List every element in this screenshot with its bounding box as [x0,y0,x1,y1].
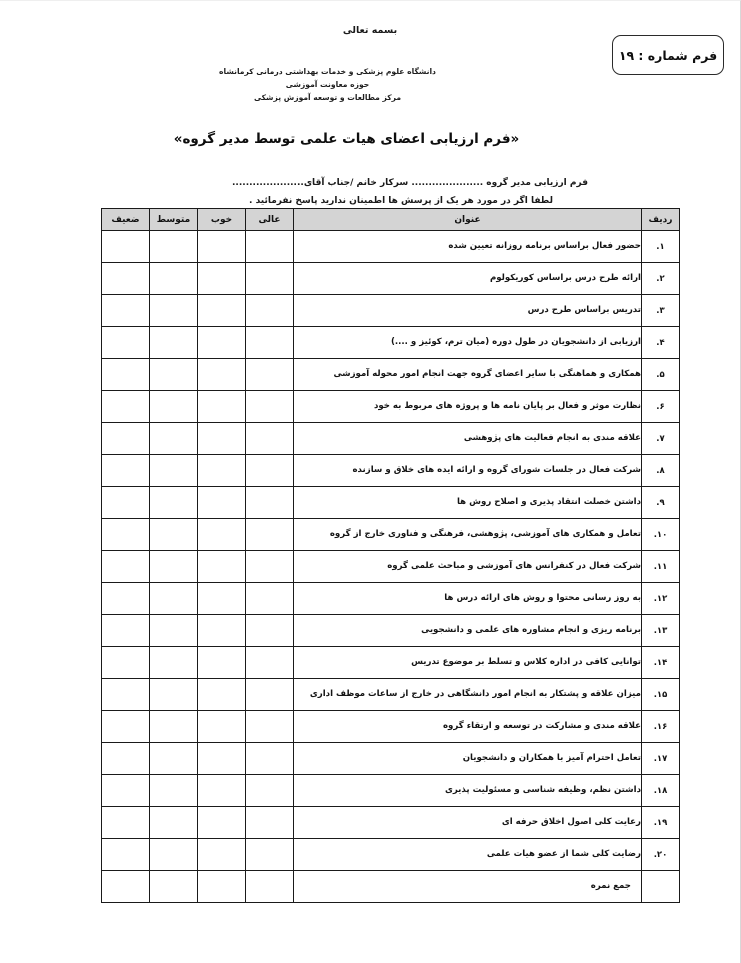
table-body [102,231,680,903]
row-number-cell: ۱. [642,231,680,263]
rating-cell-khoob[interactable] [198,647,246,679]
rating-cell-zaeef[interactable] [102,391,150,423]
row-criterion-cell: داشتن خصلت انتقاد پذیری و اصلاح روش ها [294,487,642,519]
rating-cell-khoob[interactable] [198,423,246,455]
rating-cell-zaeef[interactable] [102,711,150,743]
page-title: «فرم ارزیابی اعضای هیات علمی توسط مدیر گروه» [173,131,520,147]
evaluation-table [101,208,680,903]
rating-cell-khoob[interactable] [198,551,246,583]
header-radif: ردیف [642,209,680,231]
rating-cell-motevasset[interactable] [150,743,198,775]
row-number-cell: ۱۵. [642,679,680,711]
form-number-label: فرم شماره : ۱۹ [618,47,718,63]
header-khoob: خوب [198,209,246,231]
row-criterion-cell: علاقه مندی و مشارکت در توسعه و ارتقاء گروه [294,711,642,743]
rating-cell-motevasset[interactable] [150,519,198,551]
table-row [102,839,680,871]
rating-cell-zaeef[interactable] [102,551,150,583]
rating-cell-khoob[interactable] [198,807,246,839]
rating-cell-ali[interactable] [246,551,294,583]
institution-line-2: حوزه معاونت آموزشی [285,80,370,90]
rating-cell-zaeef[interactable] [102,679,150,711]
rating-cell-motevasset[interactable] [150,807,198,839]
rating-cell-motevasset[interactable] [150,615,198,647]
table-header [102,209,680,231]
rating-cell-khoob[interactable] [198,359,246,391]
institution-header [33,65,740,104]
row-number-cell: ۲۰. [642,839,680,871]
row-criterion-cell: شرکت فعال در کنفرانس های آموزشی و مباحث علمی گروه [294,551,642,583]
row-criterion-cell: حضور فعال براساس برنامه روزانه تعیین شده [294,231,642,263]
table-row [102,327,680,359]
intro-paragraph [80,175,740,210]
rating-cell-khoob[interactable] [198,743,246,775]
row-number-cell: ۱۷. [642,743,680,775]
row-number-cell: ۱۶. [642,711,680,743]
institution-line-1: دانشگاه علوم پزشکی و خدمات بهداشتی درمانی کرمانشاه [219,67,436,76]
row-criterion-cell: به روز رسانی محتوا و روش های ارائه درس ها [294,583,642,615]
rating-cell-motevasset[interactable] [150,263,198,295]
row-criterion-cell: ارزیابی از دانشجویان در طول دوره (میان ترم، کوئیز و ....) [294,327,642,359]
table-row [102,263,680,295]
row-number-cell: ۳. [642,295,680,327]
rating-cell-ali[interactable] [246,807,294,839]
rating-cell-zaeef[interactable] [102,871,150,903]
row-criterion-cell: توانایی کافی در اداره کلاس و تسلط بر موضوع تدریس [294,647,642,679]
rating-cell-motevasset[interactable] [150,647,198,679]
rating-cell-ali[interactable] [246,359,294,391]
table-row [102,711,680,743]
rating-cell-zaeef[interactable] [102,487,150,519]
row-number-cell [642,871,680,903]
rating-cell-motevasset[interactable] [150,359,198,391]
rating-cell-zaeef[interactable] [102,295,150,327]
rating-cell-ali[interactable] [246,231,294,263]
rating-cell-khoob[interactable] [198,455,246,487]
header-ali: عالی [246,209,294,231]
rating-cell-khoob[interactable] [198,391,246,423]
row-criterion-cell: جمع نمره [294,871,642,903]
rating-cell-ali[interactable] [246,647,294,679]
header-motevasset: متوسط [150,209,198,231]
rating-cell-zaeef[interactable] [102,519,150,551]
rating-cell-motevasset[interactable] [150,775,198,807]
rating-cell-motevasset[interactable] [150,391,198,423]
table-row [102,743,680,775]
rating-cell-zaeef[interactable] [102,455,150,487]
rating-cell-ali[interactable] [246,583,294,615]
rating-cell-ali[interactable] [246,839,294,871]
rating-cell-motevasset[interactable] [150,711,198,743]
rating-cell-motevasset[interactable] [150,423,198,455]
row-criterion-cell: شرکت فعال در جلسات شورای گروه و ارائه ایده های خلاق و سازنده [294,455,642,487]
intro-line-2: لطفا اگر در مورد هر یک از پرسش ها اطمینان ندارید پاسخ نفرمائید . [249,195,553,206]
row-criterion-cell: میزان علاقه و پشتکار به انجام امور دانشگاهی در خارج از ساعات موظف اداری [294,679,642,711]
table-row [102,487,680,519]
table-header-row [102,209,680,231]
table-row [102,455,680,487]
rating-cell-khoob[interactable] [198,231,246,263]
rating-cell-motevasset[interactable] [150,551,198,583]
rating-cell-zaeef[interactable] [102,615,150,647]
rating-cell-khoob[interactable] [198,871,246,903]
table-row [102,551,680,583]
rating-cell-motevasset[interactable] [150,679,198,711]
rating-cell-zaeef[interactable] [102,263,150,295]
row-number-cell: ۱۳. [642,615,680,647]
row-number-cell: ۱۸. [642,775,680,807]
row-criterion-cell: برنامه ریزی و انجام مشاوره های علمی و دانشجویی [294,615,642,647]
row-criterion-cell: علاقه مندی به انجام فعالیت های پژوهشی [294,423,642,455]
rating-cell-motevasset[interactable] [150,327,198,359]
table-row [102,775,680,807]
rating-cell-ali[interactable] [246,519,294,551]
row-number-cell: ۱۹. [642,807,680,839]
table-row [102,807,680,839]
rating-cell-motevasset[interactable] [150,583,198,615]
rating-cell-zaeef[interactable] [102,231,150,263]
table-row [102,615,680,647]
table-row [102,231,680,263]
row-number-cell: ۲. [642,263,680,295]
rating-cell-zaeef[interactable] [102,807,150,839]
rating-cell-khoob[interactable] [198,775,246,807]
table-row [102,295,680,327]
row-number-cell: ۱۲. [642,583,680,615]
rating-cell-ali[interactable] [246,871,294,903]
institution-line-3: مرکز مطالعات و توسعه آموزش پزشکی [253,93,402,103]
rating-cell-ali[interactable] [246,423,294,455]
rating-cell-ali[interactable] [246,615,294,647]
row-criterion-cell: نظارت موثر و فعال بر پایان نامه ها و پروژه های مربوط به خود [294,391,642,423]
rating-cell-khoob[interactable] [198,519,246,551]
rating-cell-ali[interactable] [246,295,294,327]
row-criterion-cell: داشتن نظم، وظیفه شناسی و مسئولیت پذیری [294,775,642,807]
rating-cell-zaeef[interactable] [102,839,150,871]
rating-cell-ali[interactable] [246,391,294,423]
rating-cell-khoob[interactable] [198,263,246,295]
rating-cell-ali[interactable] [246,327,294,359]
rating-cell-khoob[interactable] [198,711,246,743]
table-row [102,359,680,391]
row-criterion-cell: تدریس براساس طرح درس [294,295,642,327]
rating-cell-zaeef[interactable] [102,359,150,391]
rating-cell-khoob[interactable] [198,615,246,647]
table-row [102,519,680,551]
rating-cell-zaeef[interactable] [102,647,150,679]
row-number-cell: ۶. [642,391,680,423]
table-row [102,583,680,615]
rating-cell-ali[interactable] [246,679,294,711]
rating-cell-zaeef[interactable] [102,423,150,455]
rating-cell-khoob[interactable] [198,839,246,871]
row-criterion-cell: رضایت کلی شما از عضو هیات علمی [294,839,642,871]
rating-cell-zaeef[interactable] [102,583,150,615]
rating-cell-zaeef[interactable] [102,775,150,807]
row-number-cell: ۴. [642,327,680,359]
row-number-cell: ۱۰. [642,519,680,551]
rating-cell-motevasset[interactable] [150,871,198,903]
bismillah-text: بسمه تعالی [342,25,398,36]
table-row [102,679,680,711]
row-criterion-cell: تعامل و همکاری های آموزشی، پژوهشی، فرهنگی و فناوری خارج از گروه [294,519,642,551]
row-number-cell: ۸. [642,455,680,487]
rating-cell-zaeef[interactable] [102,743,150,775]
table-row [102,391,680,423]
rating-cell-ali[interactable] [246,487,294,519]
rating-cell-ali[interactable] [246,775,294,807]
rating-cell-motevasset[interactable] [150,295,198,327]
row-criterion-cell: رعایت کلی اصول اخلاق حرفه ای [294,807,642,839]
rating-cell-motevasset[interactable] [150,487,198,519]
row-number-cell: ۷. [642,423,680,455]
rating-cell-ali[interactable] [246,711,294,743]
header-onvan: عنوان [294,209,642,231]
table-row [102,647,680,679]
rating-cell-ali[interactable] [246,743,294,775]
rating-cell-zaeef[interactable] [102,327,150,359]
row-number-cell: ۱۴. [642,647,680,679]
row-criterion-cell: همکاری و هماهنگی با سایر اعضای گروه جهت انجام امور محوله آموزشی [294,359,642,391]
row-criterion-cell: تعامل احترام آمیز با همکاران و دانشجویان [294,743,642,775]
rating-cell-khoob[interactable] [198,679,246,711]
row-number-cell: ۱۱. [642,551,680,583]
table-row [102,423,680,455]
table-total-row [102,871,680,903]
header-zaeef: ضعیف [102,209,150,231]
rating-cell-khoob[interactable] [198,295,246,327]
rating-cell-motevasset[interactable] [150,455,198,487]
row-number-cell: ۹. [642,487,680,519]
rating-cell-khoob[interactable] [198,487,246,519]
intro-line-1: فرم ارزیابی مدیر گروه ..................... سرکار خانم /جناب آقای..................... [232,178,588,188]
rating-cell-motevasset[interactable] [150,839,198,871]
rating-cell-khoob[interactable] [198,327,246,359]
rating-cell-khoob[interactable] [198,583,246,615]
row-criterion-cell: ارائه طرح درس براساس کوریکولوم [294,263,642,295]
rating-cell-motevasset[interactable] [150,231,198,263]
rating-cell-ali[interactable] [246,263,294,295]
rating-cell-ali[interactable] [246,455,294,487]
row-number-cell: ۵. [642,359,680,391]
